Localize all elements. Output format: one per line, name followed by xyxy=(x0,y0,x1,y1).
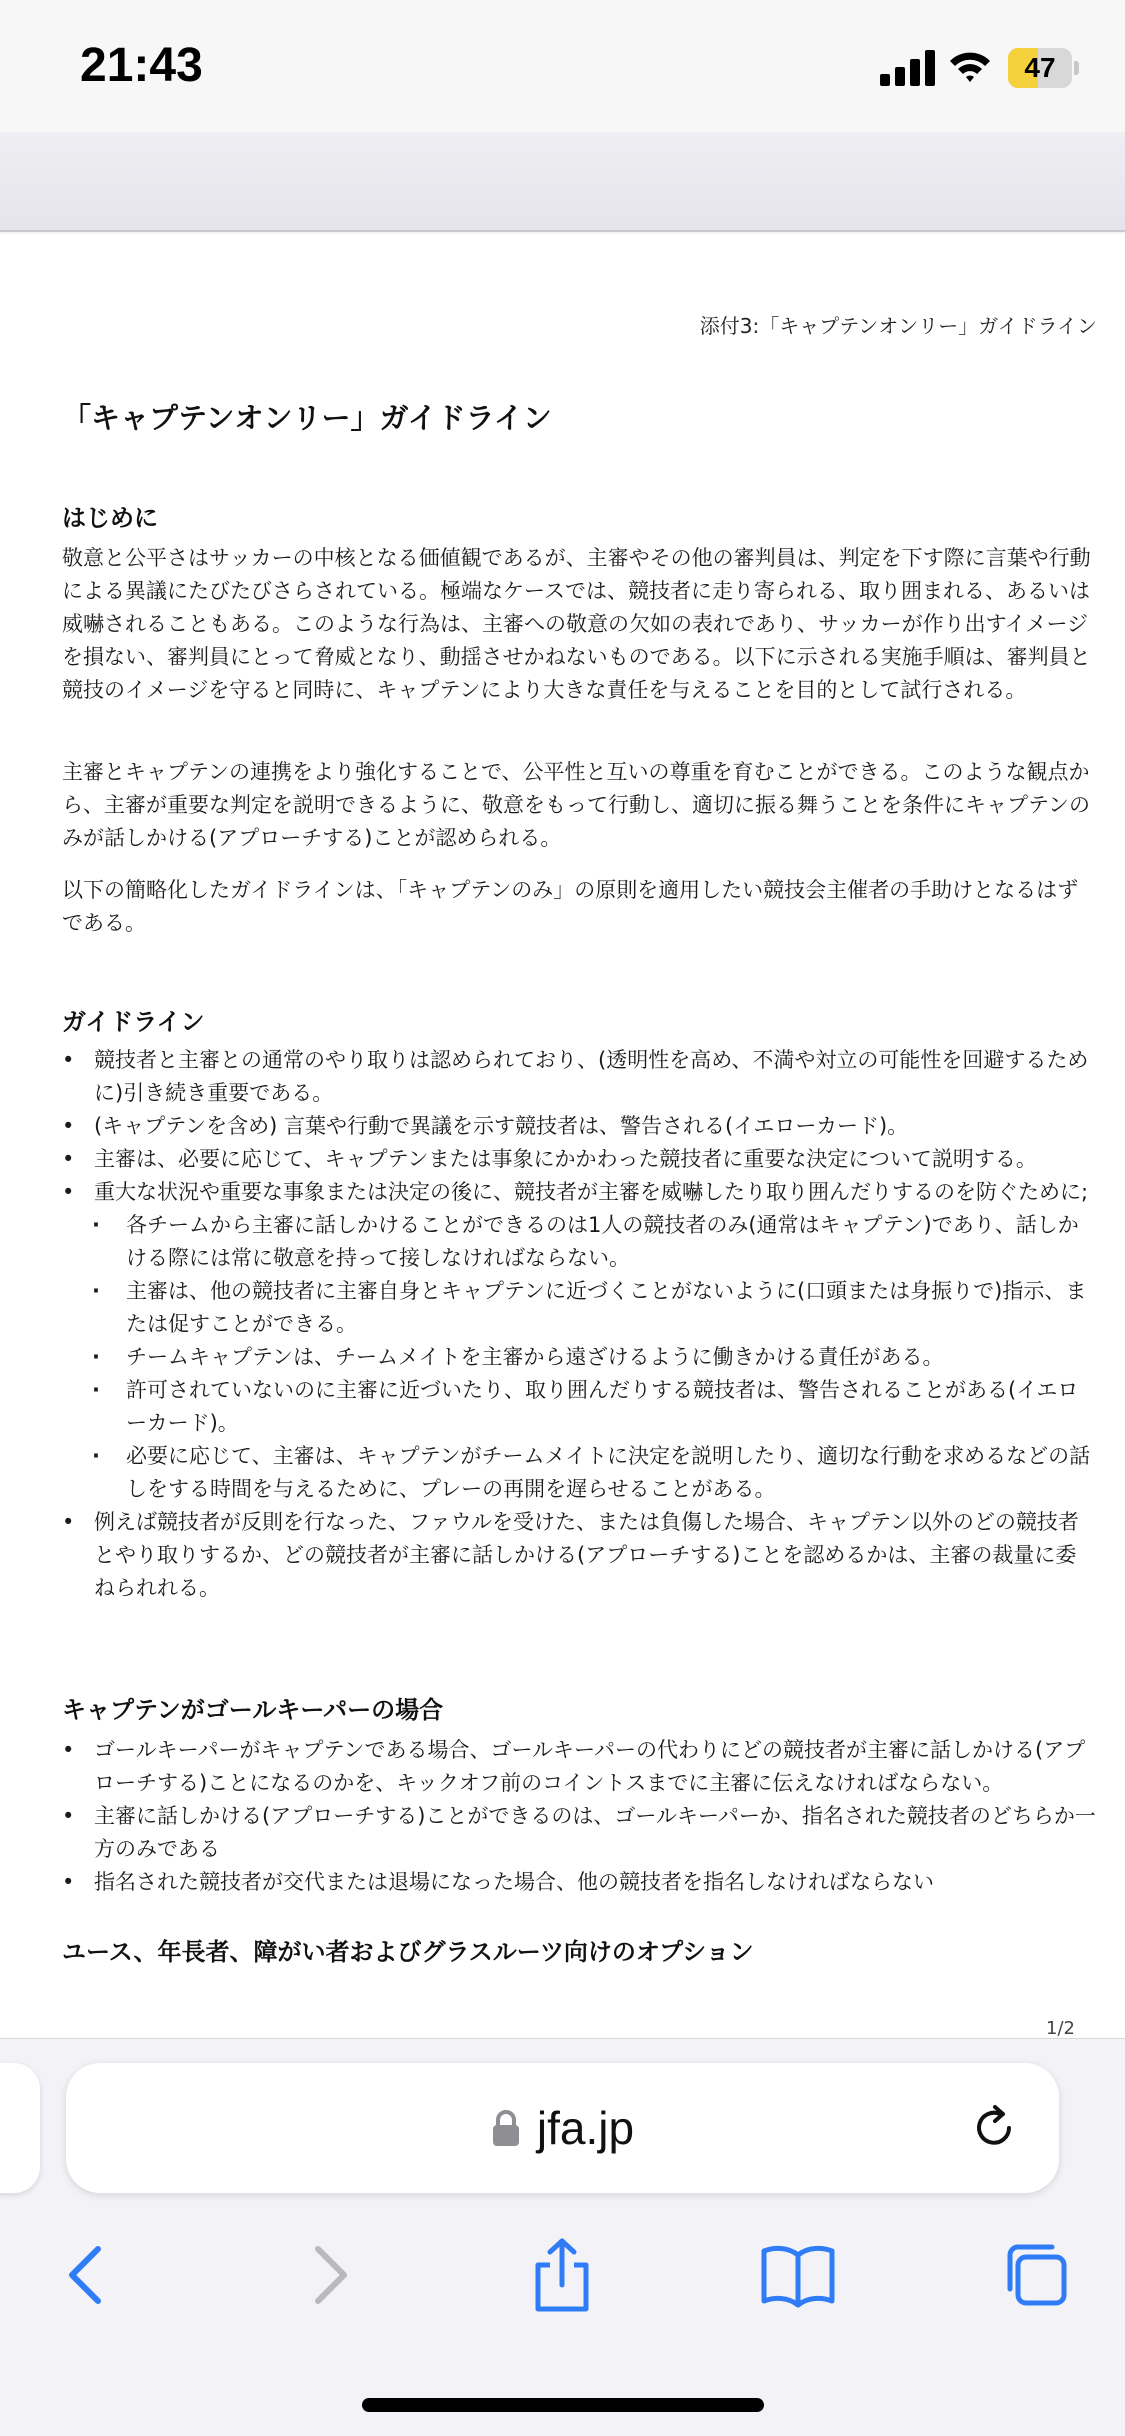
bookmarks-icon[interactable] xyxy=(758,2235,838,2315)
lock-icon xyxy=(491,2109,521,2147)
status-bar xyxy=(0,0,1125,132)
list-item: • 例えば競技者が反則を行なった、ファウルを受けた、または負傷した場合、キャプテン以外のどの競技者とやり取りするか、どの競技者が主審に話しかける(アプローチする)ことを認めるかは、主審の裁量に委ねられれる。 xyxy=(62,1506,1097,1605)
goalkeeper-heading: キャプテンがゴールキーパーの場合 xyxy=(62,1696,444,1724)
intro-paragraph-2: 主審とキャプテンの連携をより強化することで、公平性と互いの尊重を育むことができる。このような観点から、主審が重要な判定を説明できるように、敬意をもって行動し、適切に振る舞うことを条件にキャプテンのみが話しかける(アプローチする)ことが認められる。 xyxy=(62,760,1090,850)
guidelines-heading: ガイドライン xyxy=(62,1008,205,1036)
list-item-text: 重大な状況や重要な事象または決定の後に、競技者が主審を威嚇したり取り囲んだりするのを防ぐために; xyxy=(94,1180,1089,1204)
list-item: • ゴールキーパーがキャプテンである場合、ゴールキーパーの代わりにどの競技者が主審に話しかける(アプローチする)ことになるのかを、キックオフ前のコイントスまでに主審に伝えなければならない。 xyxy=(62,1734,1097,1800)
sub-list-item: · 主審は、他の競技者に主審自身とキャプテンに近づくことがないように(口頭または身振りで)指示、または促すことができる。 xyxy=(62,1275,1097,1341)
list-item: • 競技者と主審との通常のやり取りは認められており、(透明性を高め、不満や対立の可能性を回避するために)引き続き重要である。 xyxy=(62,1044,1097,1110)
list-item: • 指名された競技者が交代または退場になった場合、他の競技者を指名しなければならない xyxy=(62,1866,1097,1899)
annex-label: 添付3:「キャプテンオンリー」ガイドライン xyxy=(699,314,1097,338)
forward-icon[interactable] xyxy=(290,2235,370,2315)
share-icon[interactable] xyxy=(522,2235,602,2315)
guidelines-list xyxy=(62,1044,1097,1605)
page-number: 1/2 xyxy=(1046,2018,1075,2038)
document-title: 「キャプテンオンリー」ガイドライン xyxy=(62,401,552,435)
url-text: jfa.jp xyxy=(536,2102,635,2154)
sub-list-item: · 各チームから主審に話しかけることができるのは1人の競技者のみ(通常はキャプテン)であり、話しかける際には常に敬意を持って接しなければならない。 xyxy=(62,1209,1097,1275)
sub-list xyxy=(62,1209,1097,1506)
browser-bottom-bar xyxy=(0,2038,1125,2436)
pdf-page[interactable] xyxy=(0,234,1125,2038)
list-item: • (キャプテンを含め) 言葉や行動で異議を示す競技者は、警告される(イエローカード)。 xyxy=(62,1110,1097,1143)
sub-list-item: · チームキャプテンは、チームメイトを主審から遠ざけるように働きかける責任がある。 xyxy=(62,1341,1097,1374)
status-time: 21:43 xyxy=(80,39,203,92)
goalkeeper-list xyxy=(62,1734,1097,1899)
sub-list-item: · 許可されていないのに主審に近づいたり、取り囲んだりする競技者は、警告されることがある(イエローカード)。 xyxy=(62,1374,1097,1440)
home-indicator[interactable] xyxy=(362,2398,764,2412)
cellular-signal-icon xyxy=(880,50,936,86)
back-icon[interactable] xyxy=(46,2235,126,2315)
tabs-icon[interactable] xyxy=(996,2235,1076,2315)
list-item xyxy=(62,1176,1097,1506)
intro-paragraph-3: 以下の簡略化したガイドラインは、「キャプテンのみ」の原則を適用したい競技会主催者の手助けとなるはずである。 xyxy=(62,878,1079,935)
options-heading: ユース、年長者、障がい者およびグラスルーツ向けのオプション xyxy=(62,1938,754,1966)
reload-icon[interactable] xyxy=(969,2103,1019,2153)
address-bar[interactable] xyxy=(66,2063,1059,2193)
collapsed-toolbar xyxy=(0,132,1125,232)
wifi-icon xyxy=(948,48,992,86)
battery-percent: 47 xyxy=(1024,52,1056,83)
list-item: • 主審に話しかける(アプローチする)ことができるのは、ゴールキーパーか、指名された競技者のどちらか一方のみである xyxy=(62,1800,1097,1866)
battery-icon xyxy=(1008,48,1080,88)
intro-heading: はじめに xyxy=(62,504,158,532)
list-item: • 主審は、必要に応じて、キャプテンまたは事象にかかわった競技者に重要な決定について説明する。 xyxy=(62,1143,1097,1176)
sub-list-item: · 必要に応じて、主審は、キャプテンがチームメイトに決定を説明したり、適切な行動を求めるなどの話しをする時間を与えるために、プレーの再開を遅らせることがある。 xyxy=(62,1440,1097,1506)
intro-paragraph-1: 敬意と公平さはサッカーの中核となる価値観であるが、主審やその他の審判員は、判定を下す際に言葉や行動による異議にたびたびさらされている。極端なケースでは、競技者に走り寄られる、取り囲まれる、あるいは威嚇されることもある。このような行為は、主審への敬意の欠如の表れであり、サッカーが作り出すイメージを損ない、審判員にとって脅威となり、動揺させかねないものである。以下に示される実施手順は、審判員と競技のイメージを守ると同時に、キャプテンにより大きな責任を与えることを目的として試行される。 xyxy=(62,546,1091,702)
previous-tab-preview[interactable] xyxy=(0,2063,40,2193)
